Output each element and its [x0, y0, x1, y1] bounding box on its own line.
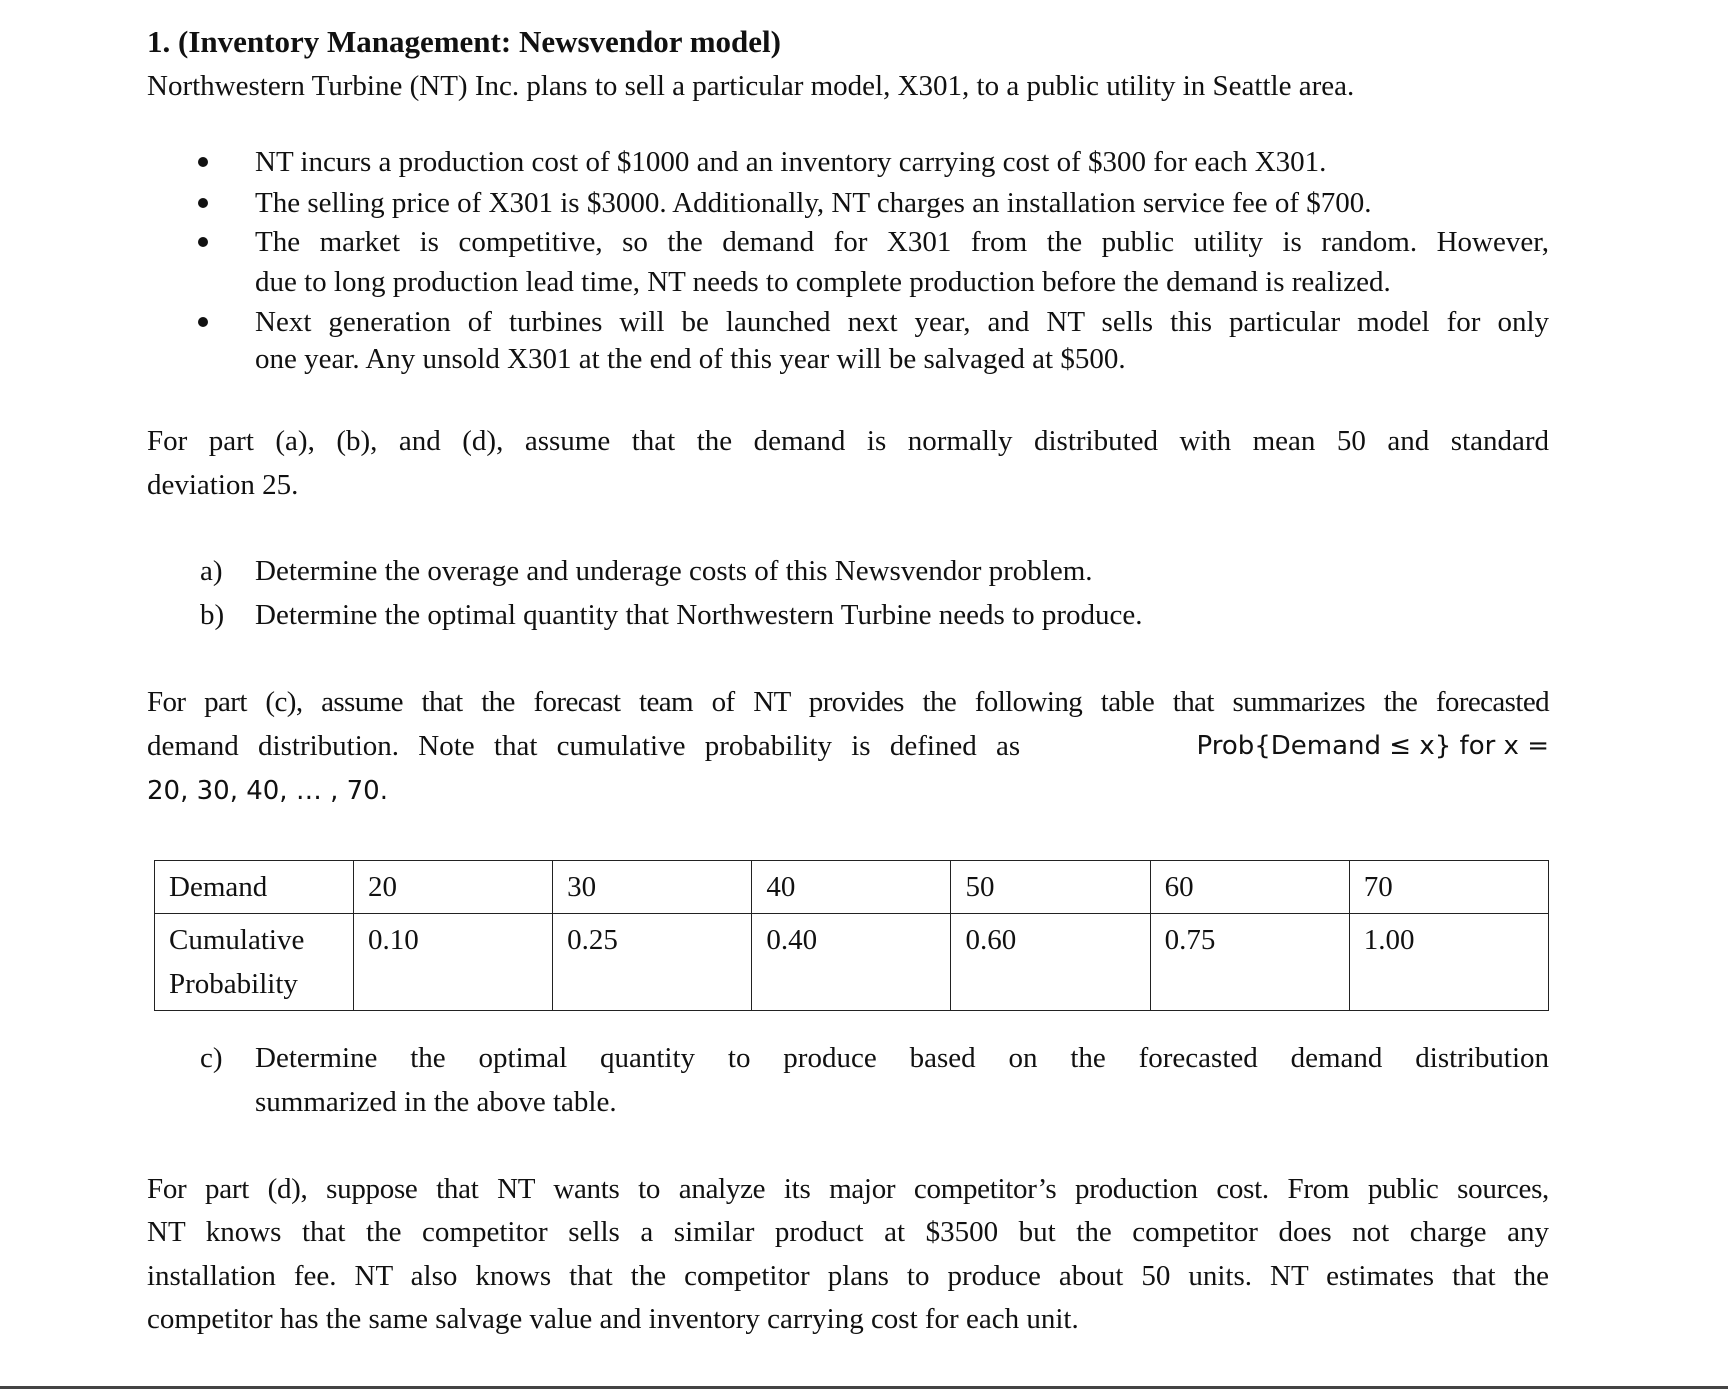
page-divider: [0, 1386, 1728, 1389]
part-c-intro-text: demand distribution. Note that cumulative probability is defined as: [147, 730, 1021, 762]
intro-text: Northwestern Turbine (NT) Inc. plans to sell a particular model, X301, to a public utility in Seattle area.: [147, 70, 1355, 102]
table-cell: 0.40: [752, 914, 951, 1011]
part-c-text: summarized in the above table.: [255, 1086, 617, 1118]
part-label: c): [200, 1042, 223, 1074]
table-cell: 40: [752, 861, 951, 914]
demand-distribution-table: [154, 860, 1549, 1011]
problem-title: 1. (Inventory Management: Newsvendor model): [147, 24, 781, 59]
table-header-cell: Demand: [155, 861, 354, 914]
part-b-text: Determine the optimal quantity that Northwestern Turbine needs to produce.: [255, 599, 1143, 631]
part-d-text: NT knows that the competitor sells a similar product at $3500 but the competitor does not charge any: [147, 1216, 1549, 1248]
part-label: a): [200, 555, 223, 587]
part-a-text: Determine the overage and underage costs of this Newsvendor problem.: [255, 555, 1093, 587]
table-row: [155, 861, 1549, 914]
part-c-intro-line2: [147, 728, 1549, 764]
bullet-text: Next generation of turbines will be launched next year, and NT sells this particular model for only: [255, 306, 1549, 338]
table-cell: 70: [1349, 861, 1548, 914]
bullet-text: The market is competitive, so the demand for X301 from the public utility is random. However,: [255, 226, 1549, 258]
bullet-text: The selling price of X301 is $3000. Additionally, NT charges an installation service fee of $700.: [255, 187, 1372, 219]
table-header-cell: [155, 914, 354, 1011]
table-cell: 0.25: [553, 914, 752, 1011]
part-label: b): [200, 599, 225, 631]
table-cell: 1.00: [1349, 914, 1548, 1011]
assumption-text: deviation 25.: [147, 469, 299, 501]
part-c-intro: For part (c), assume that the forecast team of NT provides the following table that summarizes the forecasted: [147, 686, 1549, 718]
part-d-text: installation fee. NT also knows that the competitor plans to produce about 50 units. NT estimates that the: [147, 1260, 1549, 1292]
table-cell: 0.10: [354, 914, 553, 1011]
part-c-text: Determine the optimal quantity to produce based on the forecasted demand distribution: [255, 1042, 1549, 1074]
assumption-text: For part (a), (b), and (d), assume that the demand is normally distributed with mean 50 and standard: [147, 425, 1549, 457]
table-row: [155, 914, 1549, 1011]
bullet-text: due to long production lead time, NT needs to complete production before the demand is realized.: [255, 266, 1391, 298]
math-expression: 20, 30, 40, … , 70.: [147, 776, 388, 806]
bullet-text: NT incurs a production cost of $1000 and an inventory carrying cost of $300 for each X301.: [255, 146, 1327, 178]
table-cell: 0.60: [951, 914, 1150, 1011]
bullet-icon: [198, 198, 208, 208]
table-cell: 50: [951, 861, 1150, 914]
label-line: Cumulative: [169, 924, 305, 956]
part-d-text: For part (d), suppose that NT wants to analyze its major competitor’s production cost. From public sources,: [147, 1173, 1549, 1205]
math-expression: Prob{Demand ≤ x} for x =: [1196, 731, 1549, 761]
part-d-text: competitor has the same salvage value and inventory carrying cost for each unit.: [147, 1303, 1079, 1335]
table-cell: 20: [354, 861, 553, 914]
label-line: Probability: [169, 968, 298, 1000]
bullet-icon: [198, 157, 208, 167]
bullet-icon: [198, 317, 208, 327]
table-cell: 60: [1150, 861, 1349, 914]
bullet-icon: [198, 237, 208, 247]
bullet-text: one year. Any unsold X301 at the end of this year will be salvaged at $500.: [255, 343, 1126, 375]
table-cell: 30: [553, 861, 752, 914]
table-cell: 0.75: [1150, 914, 1349, 1011]
